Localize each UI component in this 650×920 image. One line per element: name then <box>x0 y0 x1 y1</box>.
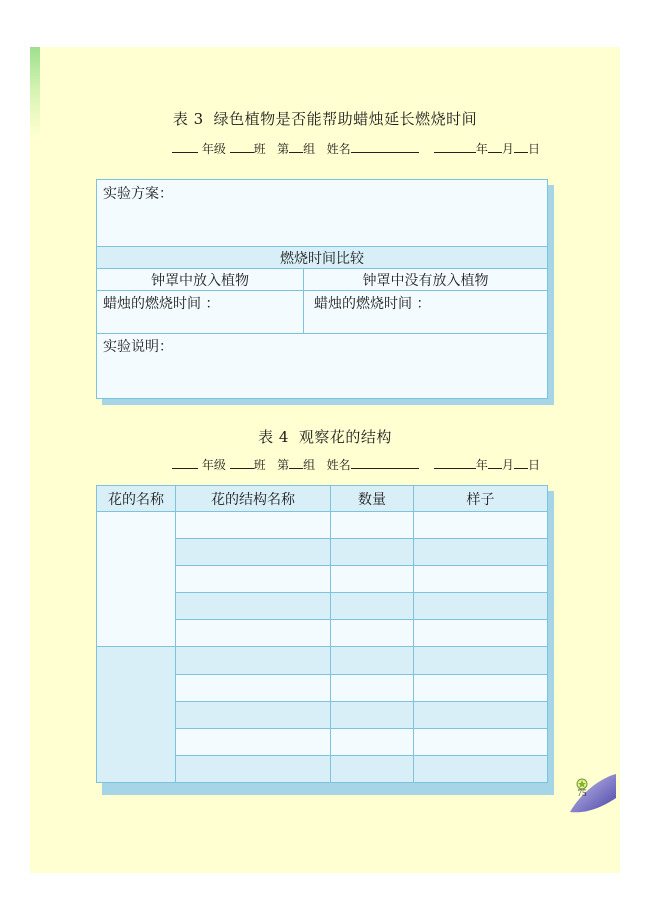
appearance-cell[interactable] <box>414 512 548 539</box>
header-structure-name-text: 花的结构名称 <box>211 491 295 508</box>
flower-name-cell-1[interactable] <box>97 512 176 647</box>
explain-label: 实验说明： <box>103 339 173 355</box>
table4-number: 表 4 <box>258 428 289 446</box>
table4 <box>96 485 548 783</box>
compare-header-cell <box>97 247 548 269</box>
table3 <box>96 179 548 399</box>
structure-cell[interactable] <box>176 593 331 620</box>
compare-header: 燃烧时间比较 <box>280 250 364 267</box>
group-label: 组 <box>303 458 316 472</box>
day-label: 日 <box>527 142 540 156</box>
group-label: 组 <box>303 142 316 156</box>
appearance-cell[interactable] <box>414 620 548 647</box>
header-flower-name-text: 花的名称 <box>108 491 164 508</box>
structure-cell[interactable] <box>176 647 331 675</box>
appearance-cell[interactable] <box>414 702 548 729</box>
class-label: 班 <box>253 458 266 472</box>
quantity-cell[interactable] <box>331 620 414 647</box>
table3-meta-line <box>172 140 540 157</box>
appearance-cell[interactable] <box>414 593 548 620</box>
table4-title <box>0 426 650 447</box>
with-plant-header: 钟罩中放入植物 <box>151 272 249 289</box>
with-plant-header-cell <box>97 269 304 291</box>
header-quantity-text: 数量 <box>358 491 386 508</box>
quantity-cell[interactable] <box>331 675 414 702</box>
grade-label: 年级 <box>201 142 226 156</box>
appearance-cell[interactable] <box>414 675 548 702</box>
structure-cell[interactable] <box>176 729 331 756</box>
burn-time-right-cell[interactable] <box>304 291 548 334</box>
name-label: 姓名 <box>326 458 351 472</box>
without-plant-header-cell <box>304 269 548 291</box>
explain-cell[interactable] <box>97 334 548 399</box>
quantity-cell[interactable] <box>331 539 414 566</box>
day-label: 日 <box>527 458 540 472</box>
structure-cell[interactable] <box>176 620 331 647</box>
burn-time-left-label: 蜡烛的燃烧时间 ： <box>103 296 220 312</box>
appearance-cell[interactable] <box>414 566 548 593</box>
month-label: 月 <box>501 142 514 156</box>
group-blank[interactable] <box>289 457 303 469</box>
header-flower-name <box>97 486 176 512</box>
burn-time-right-label: 蜡烛的燃烧时间 ： <box>314 296 431 312</box>
header-appearance <box>414 486 548 512</box>
structure-cell[interactable] <box>176 702 331 729</box>
year-label: 年 <box>475 142 488 156</box>
quantity-cell[interactable] <box>331 756 414 783</box>
plan-cell[interactable] <box>97 180 548 247</box>
appearance-cell[interactable] <box>414 756 548 783</box>
day-blank[interactable] <box>514 457 528 469</box>
table4-meta-line <box>172 456 540 473</box>
quantity-cell[interactable] <box>331 566 414 593</box>
name-blank[interactable] <box>351 141 419 153</box>
header-appearance-text: 样子 <box>466 491 495 508</box>
quantity-cell[interactable] <box>331 647 414 675</box>
table3-title-text: 绿色植物是否能帮助蜡烛延长燃烧时间 <box>213 110 478 128</box>
class-label: 班 <box>253 142 266 156</box>
group-prefix-label: 第 <box>277 458 290 472</box>
grade-blank[interactable] <box>172 457 198 469</box>
page-number: 75 <box>577 788 587 798</box>
page-number-badge <box>566 772 616 816</box>
table3-number: 表 3 <box>172 110 204 128</box>
month-label: 月 <box>501 458 514 472</box>
quantity-cell[interactable] <box>331 512 414 539</box>
structure-cell[interactable] <box>176 512 331 539</box>
class-blank[interactable] <box>230 141 254 153</box>
class-blank[interactable] <box>230 457 254 469</box>
quantity-cell[interactable] <box>331 593 414 620</box>
year-label: 年 <box>475 458 488 472</box>
table4-header-row <box>97 486 548 512</box>
table3-title <box>0 108 650 129</box>
table-row <box>97 647 548 675</box>
group-prefix-label: 第 <box>277 142 290 156</box>
structure-cell[interactable] <box>176 675 331 702</box>
month-blank[interactable] <box>488 141 502 153</box>
table4-title-text: 观察花的结构 <box>298 428 392 446</box>
day-blank[interactable] <box>514 141 528 153</box>
group-blank[interactable] <box>289 141 303 153</box>
grade-label: 年级 <box>201 458 226 472</box>
appearance-cell[interactable] <box>414 539 548 566</box>
burn-time-left-cell[interactable] <box>97 291 304 334</box>
appearance-cell[interactable] <box>414 647 548 675</box>
structure-cell[interactable] <box>176 756 331 783</box>
plan-label: 实验方案： <box>103 186 173 202</box>
year-blank[interactable] <box>434 141 476 153</box>
table-row <box>97 512 548 539</box>
name-label: 姓名 <box>326 142 351 156</box>
appearance-cell[interactable] <box>414 729 548 756</box>
year-blank[interactable] <box>434 457 476 469</box>
grade-blank[interactable] <box>172 141 198 153</box>
name-blank[interactable] <box>351 457 419 469</box>
header-quantity <box>331 486 414 512</box>
month-blank[interactable] <box>488 457 502 469</box>
quantity-cell[interactable] <box>331 729 414 756</box>
without-plant-header: 钟罩中没有放入植物 <box>362 272 489 289</box>
structure-cell[interactable] <box>176 566 331 593</box>
header-structure-name <box>176 486 331 512</box>
structure-cell[interactable] <box>176 539 331 566</box>
flower-name-cell-2[interactable] <box>97 647 176 783</box>
quantity-cell[interactable] <box>331 702 414 729</box>
